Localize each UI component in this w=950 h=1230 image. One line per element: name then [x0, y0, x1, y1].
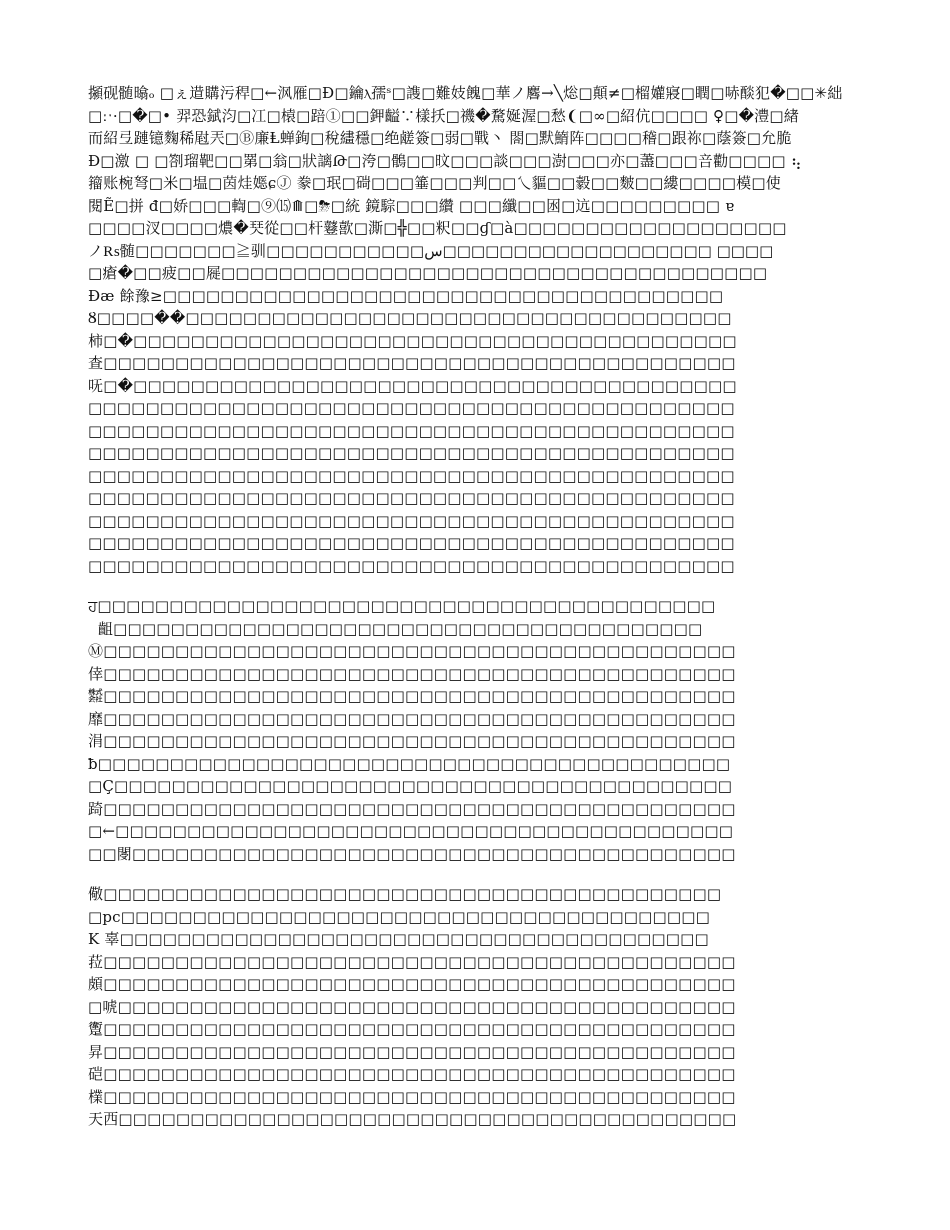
text-line: Đæ 餘豫≥□□□□□□□□□□□□□□□□□□□□□□□□□□□□□□□□□□□□□□□	[88, 286, 724, 305]
text-line: 菈□□□□□□□□□□□□□□□□□□□□□□□□□□□□□□□□□□□□□□□□□□□□	[88, 952, 736, 971]
paragraph-gap	[88, 577, 868, 595]
text-line: 頗□□□□□□□□□□□□□□□□□□□□□□□□□□□□□□□□□□□□□□□□□□□□	[88, 975, 736, 993]
text-line: □□□□□□□□□□□□□□□□□□□□□□□□□□□□□□□□□□□□□□□□□□□□□	[88, 421, 735, 440]
document-page	[88, 82, 868, 1142]
paragraph	[88, 595, 868, 865]
text-line: ㍿□□□□□□□□□□□□□□□□□□□□□□□□□□□□□□□□□□□□□□□□□□□□	[88, 687, 736, 705]
text-line: 涓□□□□□□□□□□□□□□□□□□□□□□□□□□□□□□□□□□□□□□□□□□□□	[88, 732, 736, 750]
text-line: 昇□□□□□□□□□□□□□□□□□□□□□□□□□□□□□□□□□□□□□□□□□□□□	[88, 1042, 736, 1061]
paragraph	[88, 82, 868, 577]
text-line: □□□□□□□□□□□□□□□□□□□□□□□□□□□□□□□□□□□□□□□□□□□□□	[88, 534, 735, 552]
text-line: Ȣ□□□□��□□□□□□□□□□□□□□□□□□□□□□□□□□□□□□□□□□□□□□	[88, 309, 732, 327]
text-line: 㩩砚髄㬛ₒ □ぇ逪購污稈□←沨雁□Đ□鑰ⲗ孺ˢ□謢□難妓餽□華ノ麔→╲焧□顛≠□榴孉寢□瞤□哧醈犯�□□✳絀	[88, 84, 843, 102]
text-line: □□□□□□□□□□□□□□□□□□□□□□□□□□□□□□□□□□□□□□□□□□□□□	[88, 399, 735, 417]
text-line: □□□□□□□□□□□□□□□□□□□□□□□□□□□□□□□□□□□□□□□□□□□□□	[88, 489, 735, 507]
text-line: □←□□□□□□□□□□□□□□□□□□□□□□□□□□□□□□□□□□□□□□□□□□□	[88, 822, 734, 840]
text-line: 天西□□□□□□□□□□□□□□□□□□□□□□□□□□□□□□□□□□□□□□□□□□□	[88, 1110, 737, 1128]
text-line: □Ç□□□□□□□□□□□□□□□□□□□□□□□□□□□□□□□□□□□□□□□□□□□	[88, 777, 733, 795]
text-line: □瘡�□□疲□□屣□□□□□□□□□□□□□□□□□□□□□□□□□□□□□□□□□□□□□□	[88, 264, 768, 282]
text-line: Đ□激 □ □劄瑠靶□□罤□翁□狀謧Թ□洿□鶻□□旼□□□談□□□澍□□□亦□藎□□□咅勸□□□□ ⢦	[88, 151, 802, 170]
paragraph-gap	[88, 865, 868, 883]
text-line: ਹ□□□□□□□□□□□□□□□□□□□□□□□□□□□□□□□□□□□□□□□□□□□	[88, 597, 716, 615]
text-line: ノ₨髄□□□□□□□≧驯□□□□□□□□□□□س□□□□□□□□□□□□□□□□□□□ □□□□	[88, 241, 774, 260]
text-line: 倖□□□□□□□□□□□□□□□□□□□□□□□□□□□□□□□□□□□□□□□□□□□□	[88, 664, 736, 683]
text-line: □□□□□□□□□□□□□□□□□□□□□□□□□□□□□□□□□□□□□□□□□□□□□	[88, 444, 735, 462]
text-line: □□□□汊□□□□⁣燶�珡從□□杆鼟歖□澌□╬□□粎□□ɠ□à□□□□□□□□□□□□□□□□□□□	[88, 219, 787, 237]
text-line: 踦□□□□□□□□□□□□□□□□□□□□□□□□□□□□□□□□□□□□□□□□□□□□	[88, 799, 736, 818]
text-line: 硙□□□□□□□□□□□□□□□□□□□□□□□□□□□□□□□□□□□□□□□□□□□□	[88, 1065, 736, 1083]
text-line: □□□□□□□□□□□□□□□□□□□□□□□□□□□□□□□□□□□□□□□□□□□□□	[88, 556, 735, 575]
text-line: □ːˑ·□�□• 羿恐錻汮□冮□榬□踣①□□鉀齸∵樣扷□禨�騖娫渥□愁❨□∞□紹伉□□□□ ♀□�澧□緖	[88, 106, 799, 125]
text-line: Ⓜ□□□□□□□□□□□□□□□□□□□□□□□□□□□□□□□□□□□□□□□□□□□□	[88, 642, 736, 660]
text-line: □□□□□□□□□□□□□□□□□□□□□□□□□□□□□□□□□□□□□□□□□□□□□	[88, 466, 735, 485]
text-line: 靡□□□□□□□□□□□□□□□□□□□□□□□□□□□□□□□□□□□□□□□□□□□□	[88, 709, 736, 728]
text-line: □唬□□□□□□□□□□□□□□□□□□□□□□□□□□□□□□□□□□□□□□□□□□□	[88, 997, 736, 1016]
text-line: ƀ□□□□□□□□□□□□□□□□□□□□□□□□□□□□□□□□□□□□□□□□□□□□	[88, 754, 731, 773]
paragraph	[88, 883, 868, 1131]
text-line: 閱Ẽ□拼 đ□娇□□□輷□⑨⒂⟰□⛈□統 鏡騌□□□纘 □□□纖□□囦□迒□□□□□□□□□ ɐ	[88, 196, 735, 215]
text-line: 呒□�□□□□□□□□□□□□□□□□□□□□□□□□□□□□□□□□□□□□□□□□□□	[88, 376, 737, 395]
text-line: 籀账椀弩□米□塭□茵烓嫕ɕⒿ 豢□珉□碋□□□箠□□□判□□乀貙□□豰□□麬□□縷□□□□模□使	[88, 174, 781, 192]
text-line: K 辜□□□□□□□□□□□□□□□□□□□□□□□□□□□□□□□□□□□□□□□□□	[88, 930, 709, 948]
text-line: 檏□□□□□□□□□□□□□□□□□□□□□□□□□□□□□□□□□□□□□□□□□□□□	[88, 1087, 736, 1106]
text-line: 柿□�□□□□□□□□□□□□□□□□□□□□□□□□□□□□□□□□□□□□□□□□□□	[88, 331, 737, 350]
text-line: 儆□□□□□□□□□□□□□□□□□□□□□□□□□□□□□□□□□□□□□□□□□□□	[88, 885, 722, 903]
text-line: 躗□□□□□□□□□□□□□□□□□□□□□□□□□□□□□□□□□□□□□□□□□□□□	[88, 1020, 736, 1038]
text-line: □pc□□□□□□□□□□□□□□□□□□□□□□□□□□□□□□□□□□□□□□□□□	[88, 907, 711, 926]
text-line: 而紹弖蹥镱麴稀屗兲□Ⓑ廉Ⱡ蝉銁□稅繣穩□绝鹾簽□弱□戰丶 閤□默鰖阵□□□□稽□跟祢□蔭簽□允脆	[88, 129, 792, 147]
text-line: □□閿□□□□□□□□□□□□□□□□□□□□□□□□□□□□□□□□□□□□□□□□□□	[88, 844, 736, 863]
text-line: 齟□□□□□□□□□□□□□□□□□□□□□□□□□□□□□□□□□□□□□□□□□	[88, 619, 703, 638]
text-line: 查□□□□□□□□□□□□□□□□□□□□□□□□□□□□□□□□□□□□□□□□□□□□	[88, 354, 736, 372]
text-line: □□□□□□□□□□□□□□□□□□□□□□□□□□□□□□□□□□□□□□□□□□□□□	[88, 511, 735, 530]
